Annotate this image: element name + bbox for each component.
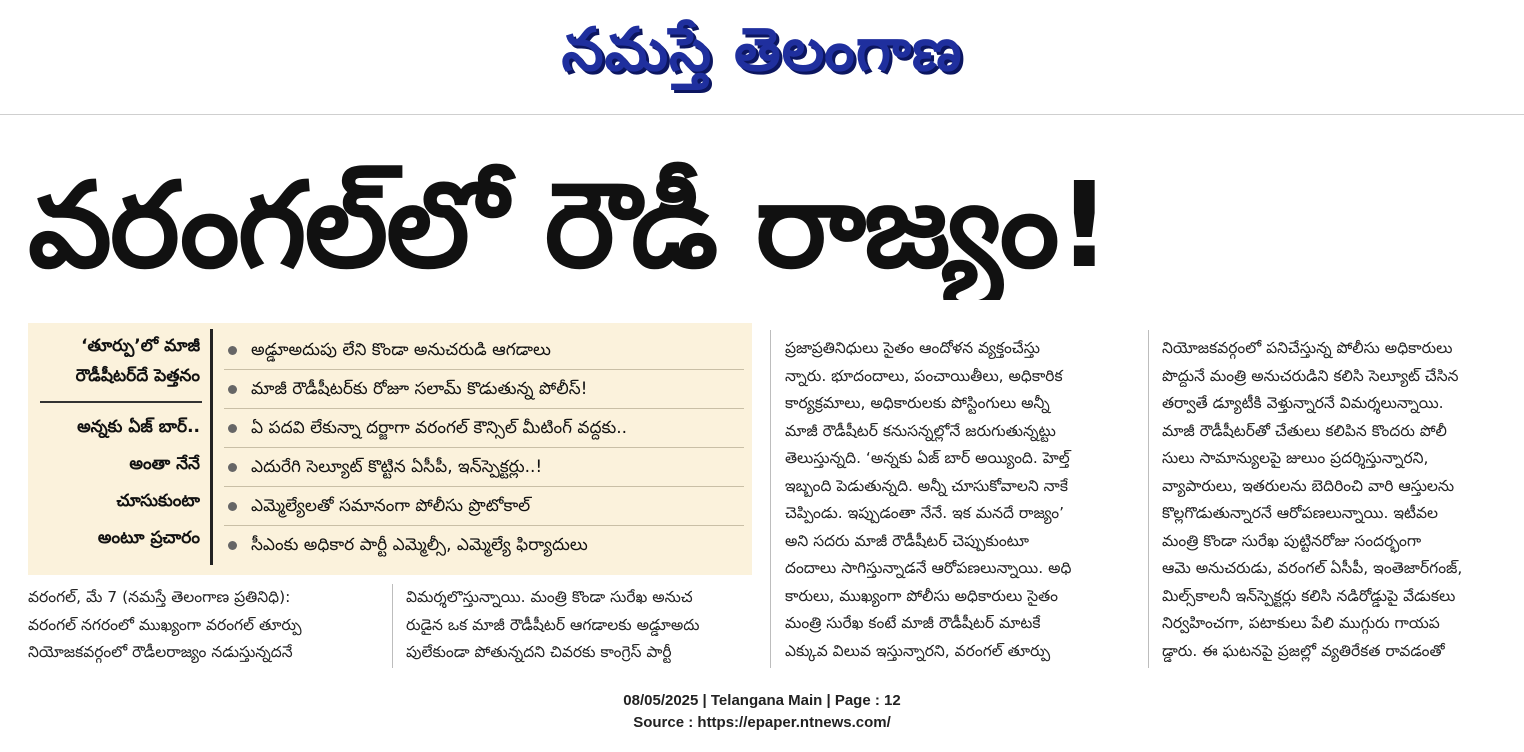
- article-line: వ్యాపారులు, ఇతరులను బెదిరించి వారి ఆస్తులను: [1162, 476, 1455, 495]
- side-line: రౌడీషీటర్‌దే పెత్తనం: [75, 366, 200, 386]
- bullet-text: మాజీ రౌడీషీటర్‌కు రోజూ సలామ్ కొడుతున్న పోలీస్!: [251, 379, 588, 399]
- bullet-item: [224, 526, 744, 564]
- side-line: చూసుకుంటా: [116, 491, 200, 511]
- bullet-text: ఎమ్మెల్యేలతో సమానంగా పోలీసు ప్రొటోకాల్: [251, 496, 531, 516]
- article-column-2: [406, 584, 758, 667]
- side-line: అంటూ ప్రచారం: [97, 528, 200, 548]
- bullet-dot-icon: [228, 385, 237, 394]
- highlight-box-vertical-rule: [210, 329, 213, 565]
- article-line: తెలుస్తున్నది. ‘అన్నకు ఏజ్ బార్ అయ్యింది. హెల్త్: [785, 449, 1070, 467]
- bullet-item: [224, 448, 744, 487]
- page-footer: [0, 690, 1524, 734]
- article-column-4: [1162, 335, 1514, 665]
- article-line: మాజీ రౌడీషీటర్ కనుసన్నల్లోనే జరుగుతున్నట్టు: [785, 421, 1056, 440]
- article-line: పులేకుండా పోతున్నదని చివరకు కాంగ్రెస్ పార్టీ: [406, 643, 672, 661]
- article-column-3: [785, 335, 1137, 665]
- article-line: మంత్రి సురేఖ కంటే మాజీ రౌడీషీటర్ మాటకే: [785, 614, 1041, 632]
- bullet-text: ఏ పదవి లేకున్నా దర్జాగా వరంగల్ కౌన్సిల్ మీటింగ్ వద్దకు..: [251, 418, 628, 438]
- article-line: రుడైన ఒక మాజీ రౌడీషీటర్ ఆగడాలకు అడ్డూఅదు: [406, 615, 700, 634]
- bullet-dot-icon: [228, 541, 237, 550]
- article-line: మాజీ రౌడీషీటర్‌తో చేతులు కలిపిన కొందరు పోలీ: [1162, 421, 1447, 440]
- highlight-box-side: [28, 323, 208, 575]
- side-divider: [40, 401, 202, 403]
- article-line: కొల్లగొడుతున్నారనే ఆరోపణలున్నాయి. ఇటీవల: [1162, 504, 1438, 522]
- article-line: సులు సామాన్యులపై జులుం ప్రదర్శిస్తున్నారని,: [1162, 449, 1429, 467]
- side-kicker-bottom: [28, 409, 200, 557]
- bullet-text: అడ్డూఅదుపు లేని కొండా అనుచరుడి ఆగడాలు: [251, 340, 551, 360]
- headline: వరంగల్‌లో రౌడీ రాజ్యం!: [28, 156, 1110, 294]
- article-line: ప్రజాప్రతినిధులు సైతం ఆందోళన వ్యక్తంచేస్తు: [785, 339, 1040, 357]
- footer-edition-info: 08/05/2025 | Telangana Main | Page : 12: [623, 692, 901, 709]
- bullet-text: ఎదురేగి సెల్యూట్ కొట్టిన ఏసీపీ, ఇన్‌స్పెక్టర్లు..!: [251, 457, 543, 477]
- side-line: అంతా నేనే: [129, 454, 200, 474]
- article-line: అని సదరు మాజీ రౌడీషీటర్ చెప్పుకుంటూ: [785, 531, 1029, 550]
- column-separator: [392, 584, 393, 668]
- article-line: పొద్దునే మంత్రి అనుచరుడిని కలిసి సెల్యూట్ చేసిన: [1162, 366, 1459, 385]
- article-line: విమర్శలొస్తున్నాయి. మంత్రి కొండా సురేఖ అనుచ: [406, 588, 693, 606]
- article-line: కారులు, ముఖ్యంగా పోలీసు అధికారులు సైతం: [785, 586, 1059, 605]
- article-line: ఇబ్బంది పెడుతున్నది. అన్నీ చూసుకోవాలని నాకే: [785, 476, 1068, 495]
- highlight-box: [28, 323, 752, 575]
- masthead-divider: [0, 114, 1524, 115]
- column-separator: [1148, 330, 1149, 668]
- article-line: ఎక్కువ విలువ ఇస్తున్నారని, వరంగల్ తూర్పు: [785, 641, 1051, 660]
- masthead: [0, 0, 1524, 110]
- bullet-item: [224, 370, 744, 409]
- article-line: న్నారు. భూదందాలు, పంచాయితీలు, అధికారిక: [785, 366, 1063, 385]
- column-separator: [770, 330, 771, 668]
- footer-source-link[interactable]: Source : https://epaper.ntnews.com/: [633, 714, 891, 731]
- article-line: దందాలు సాగిస్తున్నాడనే ఆరోపణలున్నాయి. అధి: [785, 559, 1072, 577]
- bullet-item: [224, 409, 744, 448]
- side-kicker-top: [28, 331, 200, 391]
- bullet-item: [224, 331, 744, 370]
- article-line: నిర్వహించగా, పటాకులు పేలి ముగ్గురు గాయప: [1162, 614, 1440, 632]
- bullet-dot-icon: [228, 346, 237, 355]
- article-line: కార్యక్రమాలు, అధికారులకు పోస్టింగులు అన్నీ: [785, 394, 1050, 412]
- article-line: మిల్స్‌కాలనీ ఇన్‌స్పెక్టర్లు కలిసి నడిరోడ్డుపై వేడుకలు: [1162, 586, 1456, 605]
- bullet-dot-icon: [228, 463, 237, 472]
- article-line: తర్వాతే డ్యూటీకి వెళ్తున్నారనే విమర్శలున్నాయి.: [1162, 394, 1444, 412]
- article-line: వరంగల్, మే 7 (నమస్తే తెలంగాణ ప్రతినిధి):: [28, 588, 291, 606]
- article-line: డ్డారు. ఈ ఘటనపై ప్రజల్లో వ్యతిరేకత రావడంతో: [1162, 641, 1445, 660]
- article-line: ఆమె అనుచరుడు, వరంగల్ ఏసీపీ, ఇంతెజార్‌గంజ్,: [1162, 559, 1463, 577]
- article-line: వరంగల్ నగరంలో ముఖ్యంగా వరంగల్ తూర్పు: [28, 615, 302, 634]
- article-line: నియోజకవర్గంలో పనిచేస్తున్న పోలీసు అధికారులు: [1162, 339, 1453, 357]
- side-line: అన్నకు ఏజ్ బార్..: [77, 417, 200, 437]
- article-line: నియోజకవర్గంలో రౌడీలరాజ్యం నడుస్తున్నదనే: [28, 643, 293, 661]
- bullet-dot-icon: [228, 502, 237, 511]
- bullet-item: [224, 487, 744, 526]
- bullet-text: సీఎంకు అధికార పార్టీ ఎమ్మెల్సీ, ఎమ్మెల్యే ఫిర్యాదులు: [251, 535, 588, 555]
- highlight-bullets: [224, 331, 744, 564]
- newspaper-logo: నమస్తే తెలంగాణ: [561, 15, 963, 85]
- article-column-1: [28, 584, 380, 667]
- bullet-dot-icon: [228, 424, 237, 433]
- side-line: ‘తూర్పు’లో మాజీ: [81, 336, 200, 356]
- article-line: మంత్రి కొండా సురేఖ పుట్టినరోజు సందర్భంగా: [1162, 531, 1422, 550]
- article-line: చెప్పిండు. ఇప్పుడంతా నేనే. ఇక మనదే రాజ్యం’: [785, 504, 1065, 522]
